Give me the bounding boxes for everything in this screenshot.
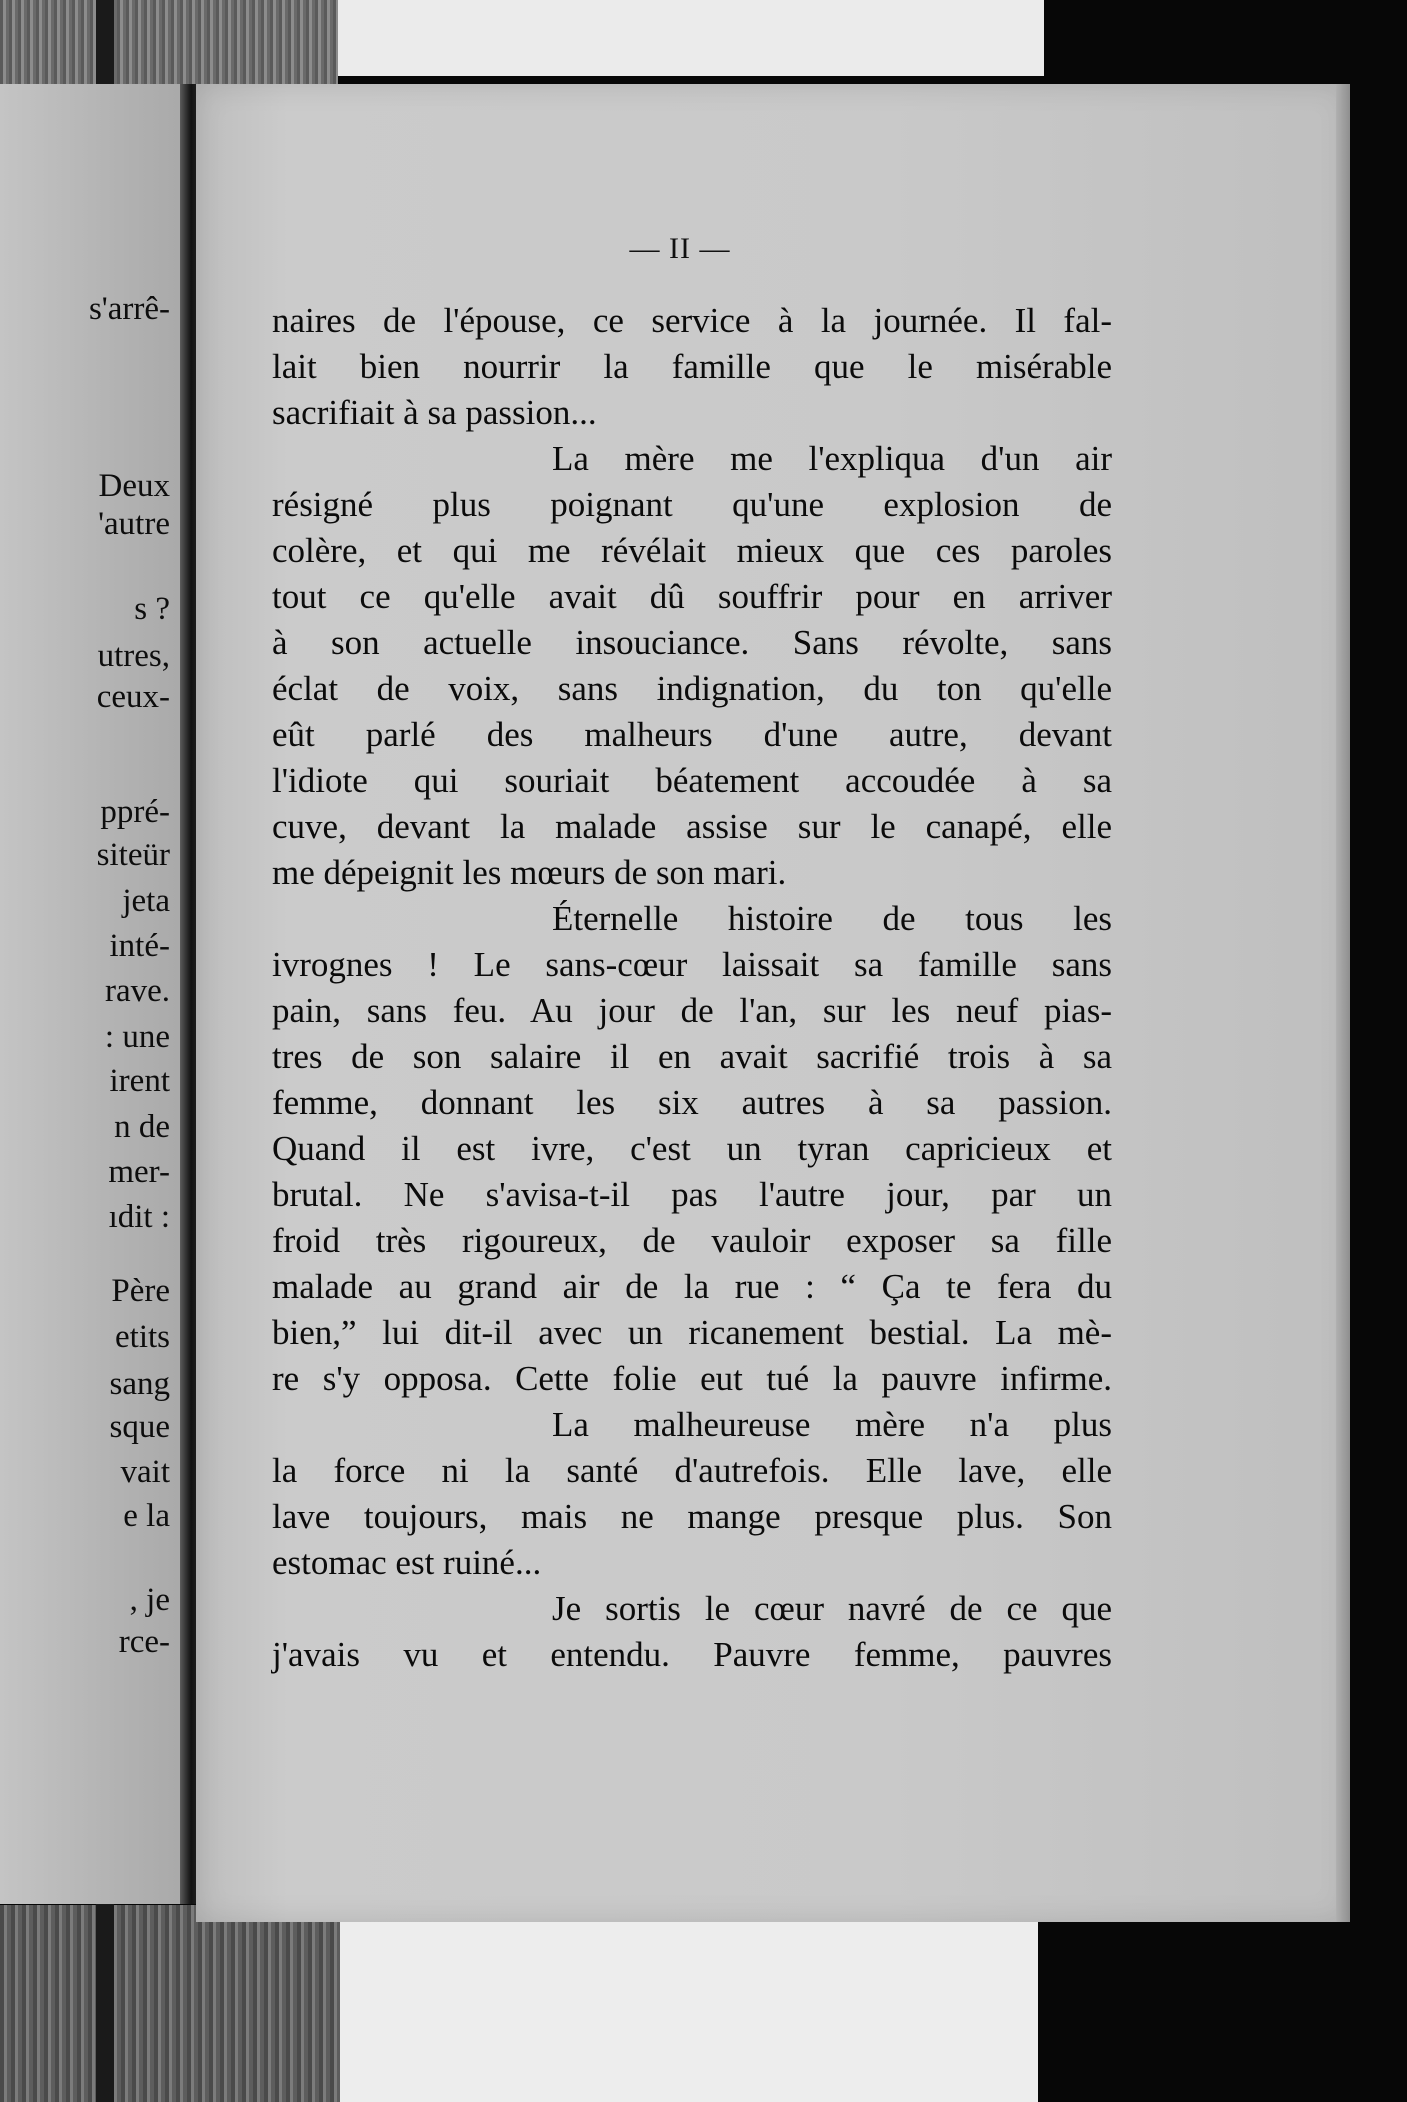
text-line: brutal. Ne s'avisa-t-il pas l'autre jour, par un <box>272 1175 1112 1214</box>
page-edge <box>1336 84 1350 1922</box>
text-line: malade au grand air de la rue : “ Ça te fera du <box>272 1267 1112 1306</box>
left-page-line: 'autre <box>98 506 170 542</box>
binding-cloth-top <box>0 0 338 84</box>
left-page-line: s'arrê- <box>88 291 170 327</box>
left-page-line: rce- <box>118 1624 170 1660</box>
text-line: j'avais vu et entendu. Pauvre femme, pauvres <box>272 1635 1112 1674</box>
left-page-line: : une <box>104 1019 170 1055</box>
page-number: — II — <box>629 232 731 265</box>
text-line: l'idiote qui souriait béatement accoudée à sa <box>272 761 1112 800</box>
text-line: tres de son salaire il en avait sacrifié trois à sa <box>272 1037 1112 1076</box>
text-line: cuve, devant la malade assise sur le canapé, elle <box>272 807 1112 846</box>
text-line: lait bien nourrir la famille que le misérable <box>272 347 1112 386</box>
left-page-line: utres, <box>97 638 170 674</box>
left-page-line: etits <box>115 1319 170 1355</box>
left-page-line: s ? <box>134 591 170 627</box>
paragraph-start-line: Éternelle histoire de tous les <box>552 899 1112 938</box>
left-page-line: e la <box>123 1498 170 1534</box>
text-line: bien,” lui dit-il avec un ricanement bestial. La mè- <box>272 1313 1112 1352</box>
paragraph-start-line: La malheureuse mère n'a plus <box>552 1405 1112 1444</box>
previous-page-fragment <box>0 84 186 1904</box>
left-page-line: Deux <box>98 468 170 504</box>
left-page-line: ıdit : <box>108 1199 170 1235</box>
text-line: naires de l'épouse, ce service à la journée. Il fal- <box>272 301 1112 340</box>
left-page-line: Père <box>111 1273 170 1309</box>
left-page-line: mer- <box>108 1154 170 1190</box>
top-scan-margin <box>338 0 1044 76</box>
text-line: femme, donnant les six autres à sa passion. <box>272 1083 1112 1122</box>
left-page-line: sque <box>109 1409 170 1445</box>
text-line: lave toujours, mais ne mange presque plus. Son <box>272 1497 1112 1536</box>
bottom-scan-margin <box>340 1922 1038 2102</box>
paragraph-start-line: La mère me l'expliqua d'un air <box>552 439 1112 478</box>
text-line: me dépeignit les mœurs de son mari. <box>272 853 787 892</box>
binding-cloth-bottom <box>0 1905 340 2102</box>
left-page-line: vait <box>120 1454 170 1490</box>
left-page-line: n de <box>114 1109 170 1145</box>
text-line: éclat de voix, sans indignation, du ton qu'elle <box>272 669 1112 708</box>
text-line: sacrifiait à sa passion... <box>272 393 597 432</box>
text-line: pain, sans feu. Au jour de l'an, sur les neuf pias- <box>272 991 1112 1030</box>
paragraph-start-line: Je sortis le cœur navré de ce que <box>552 1589 1112 1628</box>
left-page-line: inté- <box>109 928 170 964</box>
text-line: re s'y opposa. Cette folie eut tué la pauvre infirme. <box>272 1359 1112 1398</box>
left-page-line: jeta <box>122 883 170 919</box>
text-line: Quand il est ivre, c'est un tyran capricieux et <box>272 1129 1112 1168</box>
text-line: résigné plus poignant qu'une explosion de <box>272 485 1112 524</box>
left-page-line: siteür <box>96 837 170 873</box>
text-line: froid très rigoureux, de vauloir exposer sa fille <box>272 1221 1112 1260</box>
text-line: estomac est ruiné... <box>272 1543 542 1582</box>
left-page-line: sang <box>109 1366 170 1402</box>
text-line: à son actuelle insouciance. Sans révolte, sans <box>272 623 1112 662</box>
text-line: colère, et qui me révélait mieux que ces paroles <box>272 531 1112 570</box>
left-page-line: rave. <box>104 973 170 1009</box>
left-page-line: ceux- <box>96 679 170 715</box>
text-line: ivrognes ! Le sans-cœur laissait sa famille sans <box>272 945 1112 984</box>
text-line: eût parlé des malheurs d'une autre, devant <box>272 715 1112 754</box>
left-page-line: irent <box>109 1063 170 1099</box>
text-line: la force ni la santé d'autrefois. Elle lave, elle <box>272 1451 1112 1490</box>
left-page-line: ppré- <box>100 794 170 830</box>
text-line: tout ce qu'elle avait dû souffrir pour en arriver <box>272 577 1112 616</box>
left-page-line: , je <box>129 1582 170 1618</box>
